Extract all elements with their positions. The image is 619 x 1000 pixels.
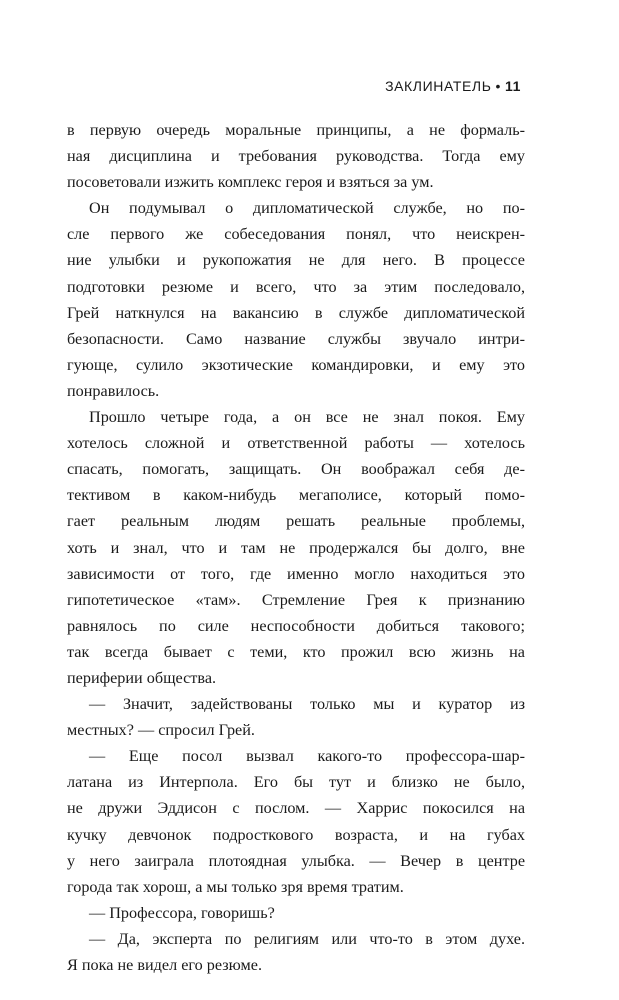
text-line: хоть и знал, что и там не продержался бы долго, вне <box>67 538 525 557</box>
text-line: хотелось сложной и ответственной работы — хотелось <box>67 434 525 453</box>
text-line: Прошло четыре года, а он все не знал покоя. Ему <box>89 408 525 427</box>
text-line: ная дисциплина и требования руководства. Тогда ему <box>67 147 525 166</box>
text-line: у него заиграла плотоядная улыбка. — Вечер в центре <box>67 851 525 870</box>
text-line: местных? — спросил Грей. <box>67 721 255 740</box>
text-line: Грей наткнулся на вакансию в службе дипломатической <box>67 303 525 322</box>
text-line: безопасности. Само название службы звучало интри- <box>67 329 525 348</box>
body-text <box>67 117 525 978</box>
text-line: периферии общества. <box>67 668 217 687</box>
text-line: — Профессора, говоришь? <box>89 903 275 922</box>
text-line: кучку девчонок подросткового возраста, и на губах <box>67 825 525 844</box>
header-separator: • <box>495 78 501 94</box>
text-line: гующе, сулило экзотические командировки, и ему это <box>67 355 525 374</box>
text-line: зависимости от того, где именно могло находиться это <box>67 564 525 583</box>
text-line: гает реальным людям решать реальные проблемы, <box>67 512 525 531</box>
text-line: равнялось по силе неспособности добиться такового; <box>67 616 525 635</box>
text-line: — Еще посол вызвал какого-то профессора-шар- <box>89 747 525 766</box>
text-line: латана из Интерпола. Его бы тут и близко не было, <box>67 773 525 792</box>
text-line: спасать, помогать, защищать. Он воображал себя де- <box>67 460 525 479</box>
text-line: так всегда бывает с теми, кто прожил всю жизнь на <box>67 642 525 661</box>
text-line: сле первого же собеседования понял, что неискрен- <box>67 225 525 244</box>
text-line: понравилось. <box>67 381 160 400</box>
book-title: ЗАКЛИНАТЕЛЬ <box>385 78 492 94</box>
text-line: — Значит, задействованы только мы и куратор из <box>89 695 525 714</box>
text-line: не дружи Эддисон с послом. — Харрис покосился на <box>67 799 525 818</box>
text-line: — Да, эксперта по религиям или что-то в этом духе. <box>89 929 525 948</box>
text-line: тективом в каком-нибудь мегаполисе, который помо- <box>67 486 525 505</box>
text-line: посоветовали изжить комплекс героя и взяться за ум. <box>67 173 434 192</box>
page-number: 11 <box>505 78 521 94</box>
text-line: гипотетическое «там». Стремление Грея к признанию <box>67 590 525 609</box>
text-line: Я пока не видел его резюме. <box>67 956 262 974</box>
text-line: города так хорош, а мы только зря время тратим. <box>67 877 404 896</box>
text-line: в первую очередь моральные принципы, а не формаль- <box>67 121 525 139</box>
running-head <box>385 78 521 94</box>
text-line: ние улыбки и рукопожатия не для него. В процессе <box>67 251 525 270</box>
text-line: Он подумывал о дипломатической службе, но по- <box>89 199 525 218</box>
text-line: подготовки резюме и всего, что за этим последовало, <box>67 277 525 296</box>
